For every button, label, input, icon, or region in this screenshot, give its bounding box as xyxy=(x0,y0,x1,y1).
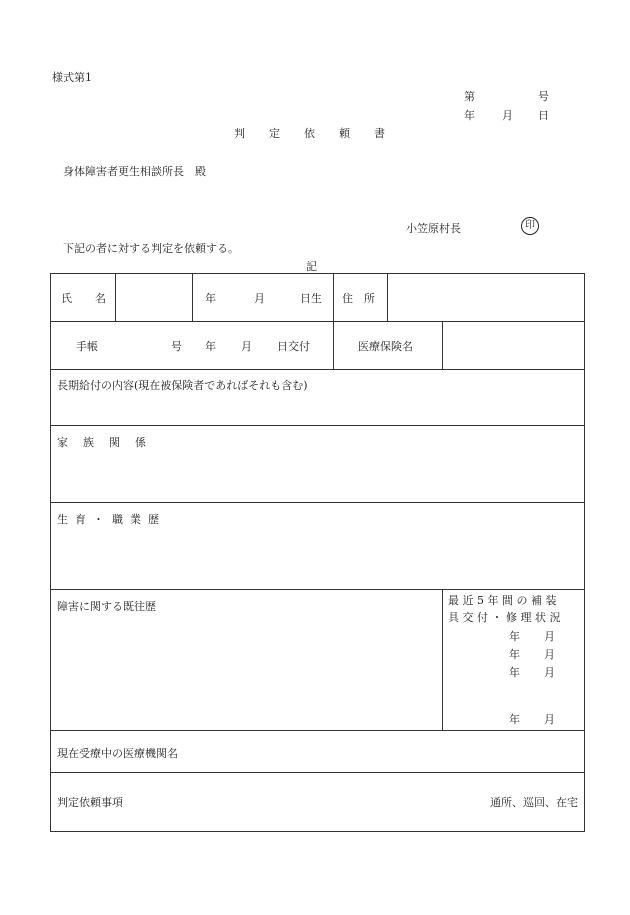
equipment-label-line1: 最 近 5 年 間 の 補 装 xyxy=(448,594,557,607)
equipment-date-month: 月 xyxy=(544,713,555,726)
equipment-date-year: 年 xyxy=(509,630,520,643)
request-options: 通所、巡回、在宅 xyxy=(490,796,578,809)
date-day: 日 xyxy=(538,109,549,122)
label-char: 係 xyxy=(135,436,146,449)
label-char: 関 xyxy=(109,436,120,449)
request-form-table xyxy=(50,273,585,832)
document-number-prefix: 第 xyxy=(464,90,475,103)
birth-year-label: 年 xyxy=(205,292,216,305)
current-medical-field[interactable] xyxy=(51,731,585,773)
label-char: 生 xyxy=(57,513,68,526)
name-label-cell xyxy=(51,274,116,322)
family-relations-field[interactable] xyxy=(51,426,585,503)
handbook-number-suffix: 号 xyxy=(171,340,182,353)
name-label-2: 名 xyxy=(95,292,106,305)
handbook-field[interactable] xyxy=(51,322,334,370)
name-field[interactable] xyxy=(116,274,193,322)
title-char: 依 xyxy=(304,127,315,140)
request-matters-label: 判定依頼事項 xyxy=(57,796,123,809)
insurance-label-cell xyxy=(334,322,443,370)
address-label-2: 所 xyxy=(364,292,375,305)
date-year: 年 xyxy=(464,109,475,122)
family-relations-label xyxy=(57,434,146,450)
disability-history-label: 障害に関する既往歴 xyxy=(57,600,156,613)
equipment-label-line2: 具 交 付 ・ 修 理 状 況 xyxy=(448,611,561,624)
disability-history-field[interactable] xyxy=(51,590,443,731)
request-statement: 下記の者に対する判定を依頼する。 xyxy=(63,242,239,255)
issue-day-label: 日交付 xyxy=(277,340,310,353)
date-month: 月 xyxy=(502,109,513,122)
document-title xyxy=(234,125,385,141)
handbook-label: 手帳 xyxy=(76,340,98,353)
label-char: 族 xyxy=(83,436,94,449)
form-number: 様式第1 xyxy=(52,71,92,84)
address-label-1: 住 xyxy=(342,292,353,305)
issue-month-label: 月 xyxy=(241,340,252,353)
birth-month-label: 月 xyxy=(254,292,265,305)
current-medical-label: 現在受療中の医療機関名 xyxy=(57,747,178,760)
birth-day-label: 日生 xyxy=(300,292,322,305)
request-matters-field[interactable] xyxy=(51,773,585,832)
equipment-date-year: 年 xyxy=(509,713,520,726)
title-char: 頼 xyxy=(339,127,350,140)
equipment-history-field[interactable] xyxy=(443,590,585,731)
address-label-cell xyxy=(334,274,388,322)
upbringing-career-label xyxy=(57,511,159,527)
label-char: ・ xyxy=(93,513,104,526)
equipment-date-year: 年 xyxy=(509,648,520,661)
equipment-date-year: 年 xyxy=(509,666,520,679)
address-field[interactable] xyxy=(388,274,585,322)
equipment-date-month: 月 xyxy=(544,666,555,679)
issue-year-label: 年 xyxy=(205,340,216,353)
seal-mark: 印 xyxy=(521,217,539,235)
title-char: 判 xyxy=(234,127,245,140)
upbringing-career-field[interactable] xyxy=(51,503,585,590)
title-char: 書 xyxy=(374,127,385,140)
name-label-1: 氏 xyxy=(61,292,72,305)
insurance-field[interactable] xyxy=(443,322,585,370)
long-term-benefit-label: 長期給付の内容(現在被保険者であればそれも含む) xyxy=(57,379,308,392)
ki-heading: 記 xyxy=(306,260,317,273)
insurance-label: 医療保険名 xyxy=(358,340,413,353)
equipment-date-month: 月 xyxy=(544,648,555,661)
label-char: 家 xyxy=(57,436,68,449)
document-number-suffix: 号 xyxy=(538,90,549,103)
label-char: 歴 xyxy=(148,513,159,526)
label-char: 育 xyxy=(75,513,86,526)
label-char: 職 xyxy=(112,513,123,526)
equipment-date-month: 月 xyxy=(544,630,555,643)
addressee: 身体障害者更生相談所長 殿 xyxy=(63,165,206,178)
title-char: 定 xyxy=(269,127,280,140)
sender: 小笠原村長 xyxy=(406,222,461,235)
long-term-benefit-field[interactable] xyxy=(51,370,585,426)
birthdate-field[interactable] xyxy=(193,274,334,322)
label-char: 業 xyxy=(130,513,141,526)
